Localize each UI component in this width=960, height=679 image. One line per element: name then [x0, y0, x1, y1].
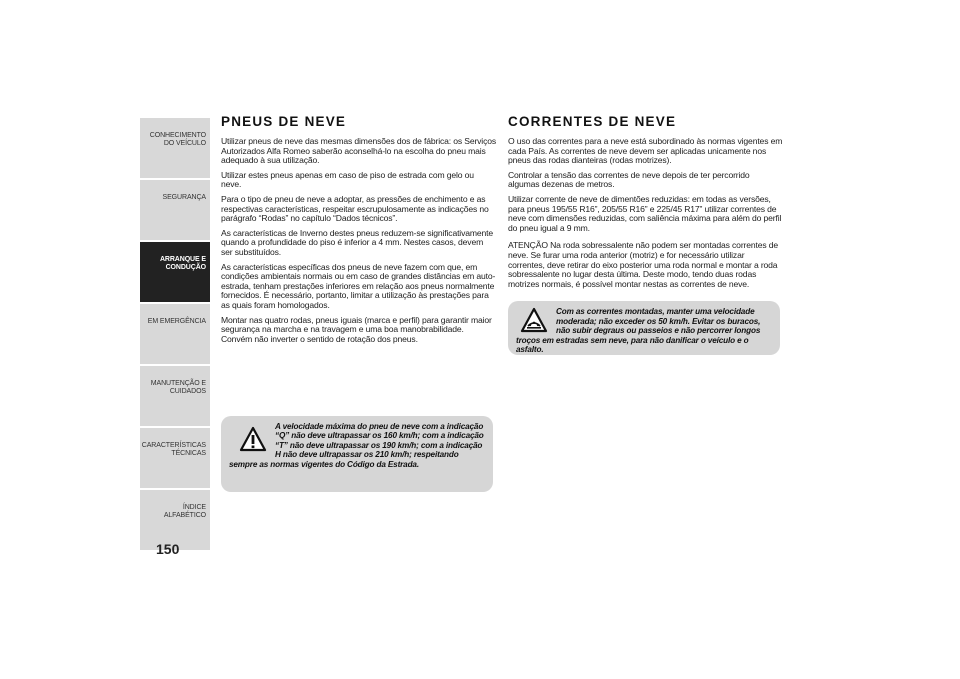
- tab-conhecimento-do-veiculo[interactable]: [140, 118, 210, 178]
- warning-triangle-icon: [239, 426, 267, 452]
- tab-label: ARRANQUE E CONDUÇÃO: [159, 256, 206, 271]
- tab-label: SEGURANÇA: [162, 194, 206, 201]
- tab-seguranca[interactable]: [140, 180, 210, 240]
- snow-tyres-section: [221, 114, 496, 469]
- paragraph: Para o tipo de pneu de neve a adoptar, as pressões de enchimento e as respectivas características, respeitar escrupulosamente as indicações no parágrafo “Rodas” no capítulo “Dados técnicos”.: [221, 193, 489, 224]
- paragraph: Controlar a tensão das correntes de neve depois de ter percorrido algumas dezenas de metros.: [508, 169, 750, 190]
- section-title: CORRENTES DE NEVE: [508, 114, 677, 129]
- paragraph: ATENÇÃO Na roda sobressalente não podem ser montadas correntes de neve. Se furar uma roda anterior (motriz) e for necessário utilizar correntes, deve retirar do eixo posterior uma roda normal e montar a roda sobressalente no lugar desta última. Deste modo, tendo duas rodas motrizes normais, é possível montar nestas as correntes de neve.: [508, 240, 779, 289]
- paragraph: Montar nas quatro rodas, pneus iguais (marca e perfil) para garantir maior segurança na marcha e na travagem e uma boa manobrabilidade. Convém não inverter o sentido de rotação dos pneus.: [221, 314, 492, 344]
- tab-label: CONHECIMENTO DO VEÍCULO: [149, 132, 206, 147]
- warning-text: A velocidade máxima do pneu de neve com a indicação “Q” não deve ultrapassar os 160 km/h; com a indicação “T” não deve ultrapassar os 190 km/h; com a indicação H não deve ultrapassar os 210 km/h; respeitando sempre as normas vigentes do Código da Estrada.: [229, 422, 484, 469]
- page-number: 150: [156, 541, 180, 557]
- paragraph: As características de Inverno destes pneus reduzem-se significativamente quando a profundidade do piso é inferior a 4 mm. Nestes casos, devem ser substituídos.: [221, 227, 493, 257]
- tab-manutencao-e-cuidados[interactable]: [140, 366, 210, 426]
- warning-box: [508, 301, 780, 355]
- paragraph: O uso das correntes para a neve está subordinado às normas vigentes em cada País. As correntes de neve devem ser aplicadas unicamente nos pneus das rodas dianteiras (rodas motrizes).: [508, 136, 783, 166]
- section-title: PNEUS DE NEVE: [221, 114, 347, 129]
- tab-label: CARACTERÍSTICAS TÉCNICAS: [141, 442, 206, 457]
- paragraph: Utilizar estes pneus apenas em caso de piso de estrada com gelo ou neve.: [221, 169, 474, 190]
- snow-chains-section: [508, 114, 783, 355]
- tab-label: EM EMERGÊNCIA: [147, 318, 206, 325]
- snow-chain-warning-icon: [520, 307, 548, 333]
- tab-arranque-e-conducao[interactable]: [140, 242, 210, 302]
- tab-em-emergencia[interactable]: [140, 304, 210, 364]
- warning-box: [221, 416, 493, 492]
- warning-text: Com as correntes montadas, manter uma velocidade moderada; não exceder os 50 km/h. Evitar os buracos, não subir degraus ou passeios e não percorrer longos troços em estradas sem neve, para não danificar o veículo e o asfalto.: [516, 307, 761, 354]
- tab-caracteristicas-tecnicas[interactable]: [140, 428, 210, 488]
- tab-label: MANUTENÇÃO E CUIDADOS: [150, 380, 206, 395]
- paragraph: Utilizar corrente de neve de dimentões reduzidas: em todas as versões, para pneus 195/55 R16”, 205/55 R16” e 225/45 R17” utilizar correntes de neve com dimensões reduzidas, com saliência máxima para além do perfil do pneu igual a 9 mm.: [508, 193, 782, 233]
- paragraph: Utilizar pneus de neve das mesmas dimensões dos de fábrica: os Serviços Autorizados Alfa Romeo saberão aconselhá-lo na escolha do pneu mais adequado à sua utilização.: [221, 136, 496, 166]
- tab-label: ÍNDICE ALFABÉTICO: [163, 504, 206, 519]
- paragraph: As características específicas dos pneus de neve fazem com que, em condições ambientais normais ou em caso de grandes distâncias em auto-estrada, tenham prestações inferiores em relação aos pneus normalmente fornecidos. É necessário, portanto, limitar a utilização às prestações para as quais foram homologados.: [221, 261, 496, 310]
